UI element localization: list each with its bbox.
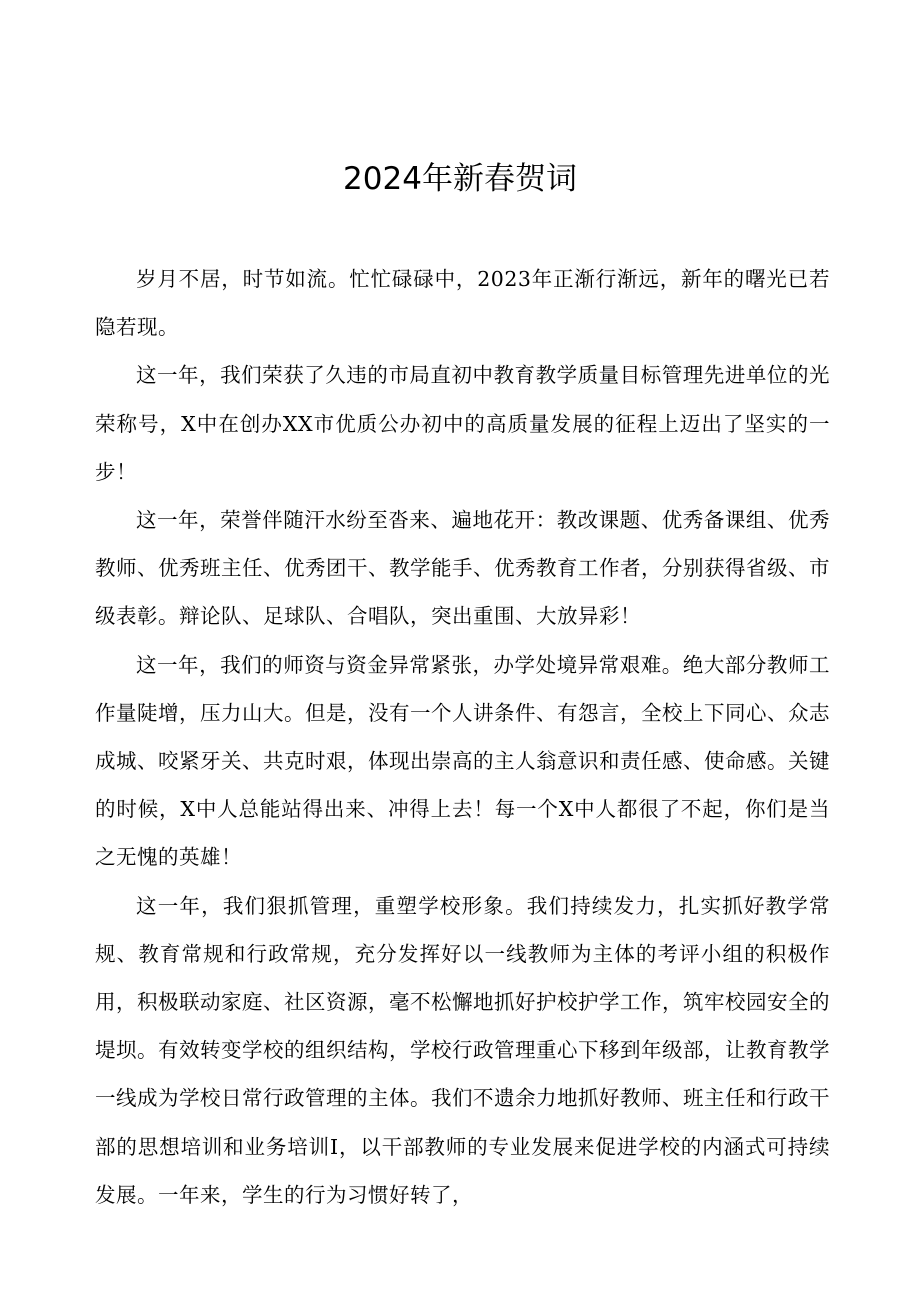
paragraph-1: 岁月不居，时节如流。忙忙碌碌中，2023年正渐行渐远，新年的曙光已若隐若现。: [95, 267, 830, 340]
document-title: 2024年新春贺词: [343, 161, 577, 197]
paragraph-5: 这一年，我们狠抓管理，重塑学校形象。我们持续发力，扎实抓好教学常规、教育常规和行政常规，充分发挥好以一线教师为主体的考评小组的积极作用，积极联动家庭、社区资源，毫不松懈地抓好护校护学工作，筑牢校园安全的堤坝。有效转变学校的组织结构，学校行政管理重心下移到年级部，让教育教学一线成为学校日常行政管理的主体。我们不遗余力地抓好教师、班主任和行政干部的思想培训和业务培训I，以干部教师的专业发展来促进学校的内涵式可持续发展。一年来，学生的行为习惯好转了，: [95, 893, 830, 1207]
paragraph-3: 这一年，荣誉伴随汗水纷至沓来、遍地花开：教改课题、优秀备课组、优秀教师、优秀班主任、优秀团干、教学能手、优秀教育工作者，分别获得省级、市级表彰。辩论队、足球队、合唱队，突出重围、大放异彩！: [95, 508, 830, 629]
paragraph-4: 这一年，我们的师资与资金异常紧张，办学处境异常艰难。绝大部分教师工作量陡增，压力山大。但是，没有一个人讲条件、有怨言，全校上下同心、众志成城、咬紧牙关、共克时艰，体现出崇高的主人翁意识和责任感、使命感。关键的时候，X中人总能站得出来、冲得上去！每一个X中人都很了不起，你们是当之无愧的英雄！: [95, 652, 830, 870]
document-body: [95, 255, 830, 1219]
paragraph-2: 这一年，我们荣获了久违的市局直初中教育教学质量目标管理先进单位的光荣称号，X中在创办XX市优质公办初中的高质量发展的征程上迈出了坚实的一步！: [95, 363, 830, 484]
